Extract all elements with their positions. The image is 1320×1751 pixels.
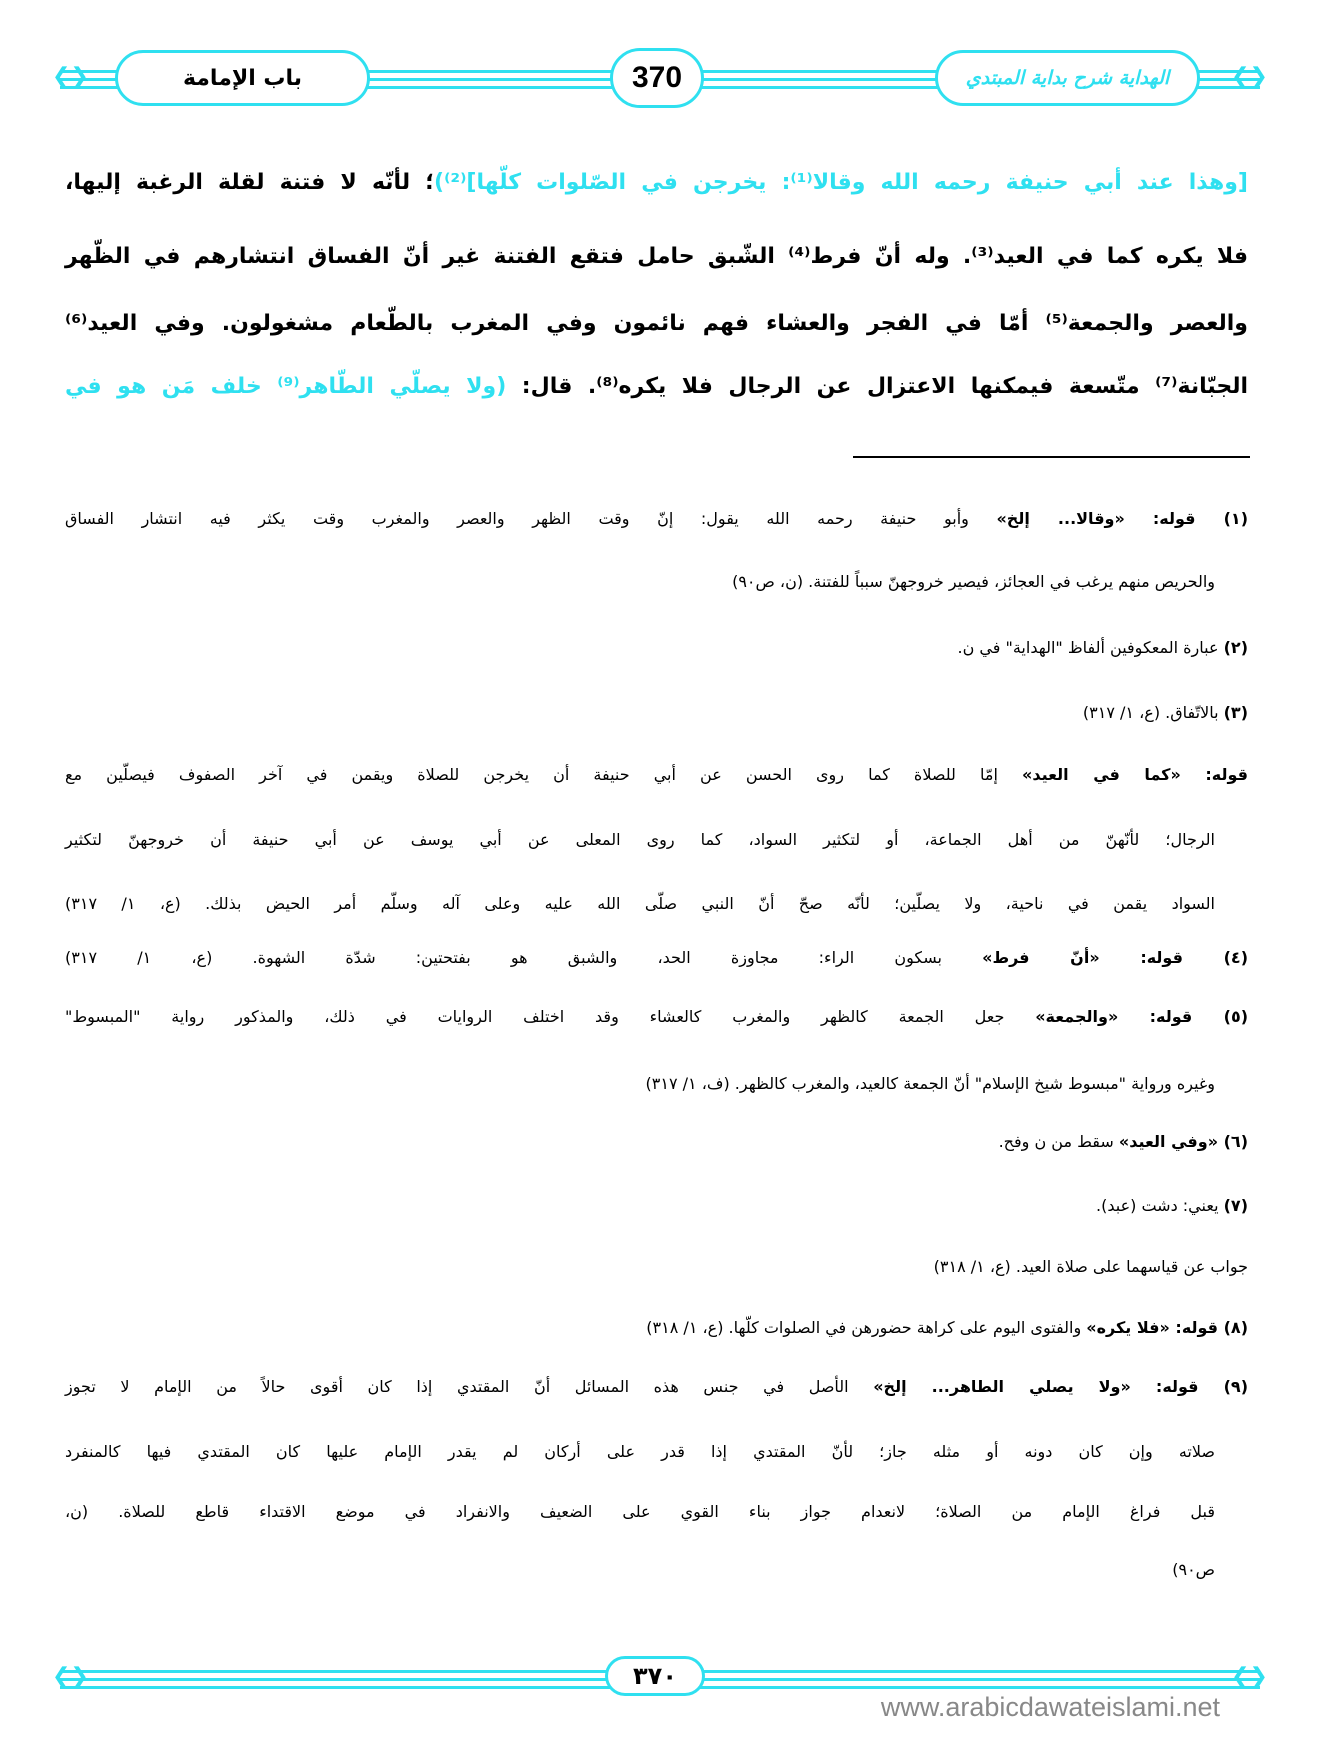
footnote-label: (٧) xyxy=(1223,1196,1248,1215)
footnote-line xyxy=(65,894,1215,913)
footnote-text: سقط من ن وفح. xyxy=(998,1132,1119,1151)
footnote-text: قبل فراغ الإمام من الصلاة؛ لانعدام جواز بناء القوي على الضعيف والانفراد في موضع الاقتداء قاطع للصلاة. (ن، xyxy=(65,1502,1215,1521)
ornament-icon: ❮❯ xyxy=(1231,1664,1268,1689)
book-title: الهداية شرح بداية المبتدي xyxy=(935,50,1200,106)
footnote-text: الأصل في جنس هذه المسائل أنّ المقتدي إذا كان أقوى حالاً من الإمام لا تجوز xyxy=(65,1377,874,1396)
footnote-text: ص٩٠) xyxy=(1172,1560,1215,1579)
footnote-separator xyxy=(853,456,1250,458)
footnote-text: جواب عن قياسهما على صلاة العيد. (ع، ١/ ٣١٨) xyxy=(933,1257,1248,1276)
footnote-text: السواد يقمن في ناحية، ولا يصلّين؛ لأنّه صحّ أنّ النبي صلّى الله عليه وعلى آله وسلّم أمر الحيض بذلك. (ع، ١/ ٣١٧) xyxy=(65,894,1216,913)
footnote-line xyxy=(65,1257,1248,1276)
footnote-line xyxy=(65,572,1215,591)
footnote-label: (٤) قوله: «أنّ فرط» xyxy=(982,948,1248,967)
main-line: فلا يكره كما في العيد⁽³⁾. وله أنّ فرط⁽⁴⁾ الشّبق حامل فتقع الفتنة غير أنّ الفساق انتشارهم في الظّهر xyxy=(65,244,1249,269)
footnote-label: قوله: «كما في العيد» xyxy=(1021,765,1248,784)
footnote-label: (١) قوله: «وقالا... إلخ» xyxy=(996,509,1248,528)
footnote-line xyxy=(65,765,1248,784)
chapter-title: باب الإمامة xyxy=(115,50,370,106)
main-line xyxy=(65,170,1248,195)
footer-page-number: ٣٧٠ xyxy=(605,1656,705,1696)
footnote-line xyxy=(65,1377,1248,1396)
commentary-text: الجبّانة⁽⁷⁾ متّسعة فيمكنها الاعتزال عن الرجال فلا يكره⁽⁸⁾. قال: xyxy=(506,374,1249,399)
footnote-text: يعني: دشت (عبد). xyxy=(1096,1196,1224,1215)
footnote-text: وغيره ورواية "مبسوط شيخ الإسلام" أنّ الجمعة كالعيد، والمغرب كالظهر. (ف، ١/ ٣١٧) xyxy=(645,1074,1215,1093)
footnote-line xyxy=(65,1318,1248,1337)
footnote-label: (٣) xyxy=(1223,703,1248,722)
main-line xyxy=(65,374,1248,399)
page-number: 370 xyxy=(610,48,704,108)
footnote-text: وأبو حنيفة رحمه الله يقول: إنّ وقت الظهر والعصر والمغرب وقت يكثر فيه انتشار الفساق xyxy=(65,509,997,528)
website-url: www.arabicdawateislami.net xyxy=(880,1692,1220,1722)
footnote-line xyxy=(65,830,1215,849)
footnote-line xyxy=(65,948,1248,967)
matn-text: (ولا يصلّي الطّاهر⁽⁹⁾ خلف مَن هو في xyxy=(65,374,507,399)
ornament-icon: ❮❯ xyxy=(1231,64,1268,89)
footnote-line xyxy=(65,1442,1215,1461)
footnote-label: (٢) xyxy=(1223,638,1248,657)
footnote-line xyxy=(65,1502,1215,1521)
footnote-line xyxy=(65,703,1248,722)
footnote-line xyxy=(65,509,1248,528)
footnote-text: الرجال؛ لأنّهنّ من أهل الجماعة، أو لتكثير السواد، كما روى المعلى عن أبي يوسف عن أبي حنيفة أن خروجهنّ لتكثير xyxy=(65,830,1215,849)
footnote-line xyxy=(65,1074,1215,1093)
footnote-line xyxy=(65,638,1248,657)
footnote-label: (٨) قوله: «فلا يكره» xyxy=(1086,1318,1248,1337)
footnote-line xyxy=(65,1132,1248,1151)
footnote-label: (٥) قوله: «والجمعة» xyxy=(1035,1007,1249,1026)
footnote-line xyxy=(65,1007,1248,1026)
footnote-text: والفتوى اليوم على كراهة حضورهن في الصلوات كلّها. (ع، ١/ ٣١٨) xyxy=(646,1318,1087,1337)
footnote-text: والحريص منهم يرغب في العجائز، فيصير خروجهنّ سبباً للفتنة. (ن، ص٩٠) xyxy=(732,572,1215,591)
footnote-line xyxy=(65,1196,1248,1215)
footnote-text: عبارة المعكوفين ألفاظ "الهداية" في ن. xyxy=(957,638,1224,657)
footnote-line xyxy=(65,1560,1215,1579)
commentary-text: ؛ لأنّه لا فتنة لقلة الرغبة إليها، xyxy=(65,170,435,195)
main-line: والعصر والجمعة⁽⁵⁾ أمّا في الفجر والعشاء فهم نائمون وفي المغرب بالطّعام مشغولون. وفي العيد⁽⁶⁾ xyxy=(65,311,1248,336)
footnote-label: (٦) «وفي العيد» xyxy=(1118,1132,1248,1151)
ornament-icon: ❮❯ xyxy=(52,1664,89,1689)
ornament-icon: ❮❯ xyxy=(52,64,89,89)
matn-text: [وهذا عند أبي حنيفة رحمه الله وقالا⁽¹⁾: يخرجن في الصّلوات كلّها]⁽²⁾) xyxy=(434,170,1248,195)
footnote-text: بسكون الراء: مجاوزة الحد، والشبق هو بفتحتين: شدّة الشهوة. (ع، ١/ ٣١٧) xyxy=(65,948,983,967)
footnote-text: إمّا للصلاة كما روى الحسن عن أبي حنيفة أن يخرجن للصلاة ويقمن في آخر الصفوف فيصلّين مع xyxy=(65,765,1022,784)
footnote-text: بالاتّفاق. (ع، ١/ ٣١٧) xyxy=(1082,703,1224,722)
footnote-text: جعل الجمعة كالظهر والمغرب كالعشاء وقد اختلف الروايات في ذلك، والمذكور رواية "المبسوط" xyxy=(65,1007,1036,1026)
footnote-text: صلاته وإن كان دونه أو مثله جاز؛ لأنّ المقتدي إذا قدر على أركان لم يقدر الإمام عليها كان المقتدي فيها كالمنفرد xyxy=(65,1442,1215,1461)
footnote-label: (٩) قوله: «ولا يصلي الطاهر... إلخ» xyxy=(873,1377,1248,1396)
